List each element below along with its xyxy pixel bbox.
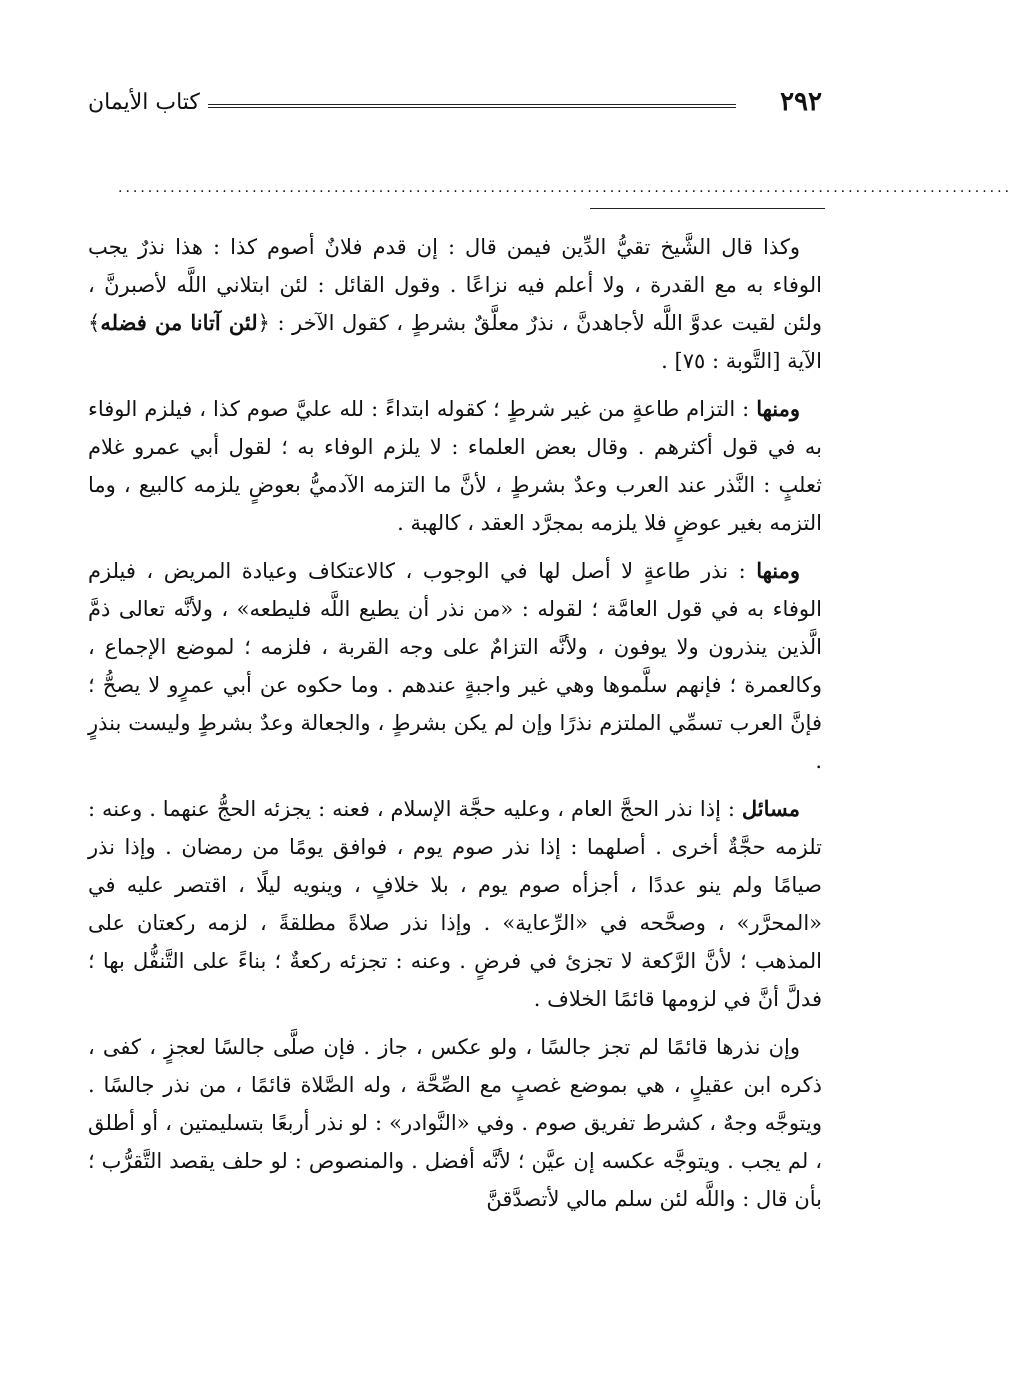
header-rule <box>208 104 736 105</box>
paragraph-text: : نذر طاعةٍ لا أصل لها في الوجوب ، كالاعتكاف وعيادة المريض ، فيلزم الوفاء به في قول العامَّة ؛ لقوله : «من نذر أن يطيع اللَّه فليطعه» ، ولأنَّه تعالى ذمَّ الَّذين ينذرون ولا يوفون ، ولأنَّه التزامٌ على وجه القربة ، فلزمه ؛ لموضع الإجماع ، وكالعمرة ؛ فإنهم سلَّموها وهي غير واجبةٍ عندهم . وما حكوه عن أبي عمرٍو لا يصحُّ ؛ فإنَّ العرب تسمِّي الملتزم نذرًا وإن لم يكن بشرطٍ ، والجعالة وعدٌ بشرطٍ وليست بنذرٍ . <box>88 559 822 773</box>
paragraph-text: : إذا نذر الحجَّ العام ، وعليه حجَّة الإسلام ، فعنه : يجزئه الحجُّ عنهما . وعنه : تلزمه حجَّةٌ أخرى . أصلهما : إذا نذر صوم يوم ، فوافق يومًا من رمضان . وإذا نذر صيامًا ولم ينو عددًا ، أجزأه صوم يوم ، بلا خلافٍ ، وينويه ليلًا ، اقتصر عليه في «المحرَّر» ، وصحَّحه في «الرِّعاية» . وإذا نذر صلاةً مطلقةً ، لزمه ركعتان على المذهب ؛ لأنَّ الرَّكعة لا تجزئ في فرضٍ . وعنه : تجزئه ركعةٌ ؛ بناءً على التَّنفُّل بها ؛ فدلَّ أنَّ في لزومها قائمًا الخلاف . <box>88 797 822 1011</box>
page-number: ٢٩٢ <box>780 87 822 117</box>
section-rule <box>590 208 825 209</box>
paragraph <box>88 552 822 780</box>
dotted-separator: ........................................................................................................................ <box>118 180 1012 196</box>
paragraph-text: وإن نذرها قائمًا لم تجز جالسًا ، ولو عكس ، جاز . فإن صلَّى جالسًا لعجزٍ ، كفى ، ذكره ابن عقيلٍ ، هي بموضع غصبٍ مع الصِّحَّة ، وله الصَّلاة قائمًا ، من نذر جالسًا . ويتوجَّه وجهٌ ، كشرط تفريق صوم . وفي «النَّوادر» : لو نذر أربعًا بتسليمتين ، أو أطلق ، لم يجب . ويتوجَّه عكسه إن عيَّن ؛ لأنَّه أفضل . والمنصوص : لو حلف يقصد التَّقرُّب ؛ بأن قال : واللَّه لئن سلم مالي لأتصدَّقنَّ <box>88 1035 822 1211</box>
paragraph-text: : التزام طاعةٍ من غير شرطٍ ؛ كقوله ابتداءً : لله عليَّ صوم كذا ، فيلزم الوفاء به في قول أكثرهم . وقال بعض العلماء : لا يلزم الوفاء به ؛ لقول أبي عمرو غلام ثعلبٍ : النَّذر عند العرب وعدٌ بشرطٍ ، لأنَّ ما التزمه الآدميُّ بعوضٍ يلزمه كالبيع ، وما التزمه بغير عوضٍ فلا يلزمه بمجرَّد العقد ، كالهبة . <box>88 397 822 535</box>
paragraph-text: وكذا قال الشَّيخ تقيُّ الدِّين فيمن قال : إن قدم فلانٌ أصوم كذا : هذا نذرٌ يجب الوفاء به مع القدرة ، ولا أعلم فيه نزاعًا . وقول القائل : لئن ابتلاني اللَّه لأصبرنَّ ، ولئن لقيت عدوَّ اللَّه لأجاهدنَّ ، نذرٌ معلَّقٌ بشرطٍ ، كقول الآخر : ﴿ <box>88 235 822 335</box>
paragraph <box>88 790 822 1018</box>
page-header <box>88 84 822 124</box>
paragraph <box>88 390 822 542</box>
paragraph <box>88 1028 822 1218</box>
paragraph-lead: ومنها <box>756 558 800 583</box>
page-body <box>88 228 822 1228</box>
paragraph-text-end: ﴾ الآية [التَّوبة : ٧٥] . <box>88 311 822 373</box>
paragraph-lead: مسائل <box>741 796 800 821</box>
quran-quote: لئن آتانا من فضله <box>100 310 258 335</box>
header-rule-secondary <box>208 107 736 108</box>
book-title: كتاب الأيمان <box>88 90 200 115</box>
paragraph-lead: ومنها <box>756 396 800 421</box>
paragraph <box>88 228 822 380</box>
